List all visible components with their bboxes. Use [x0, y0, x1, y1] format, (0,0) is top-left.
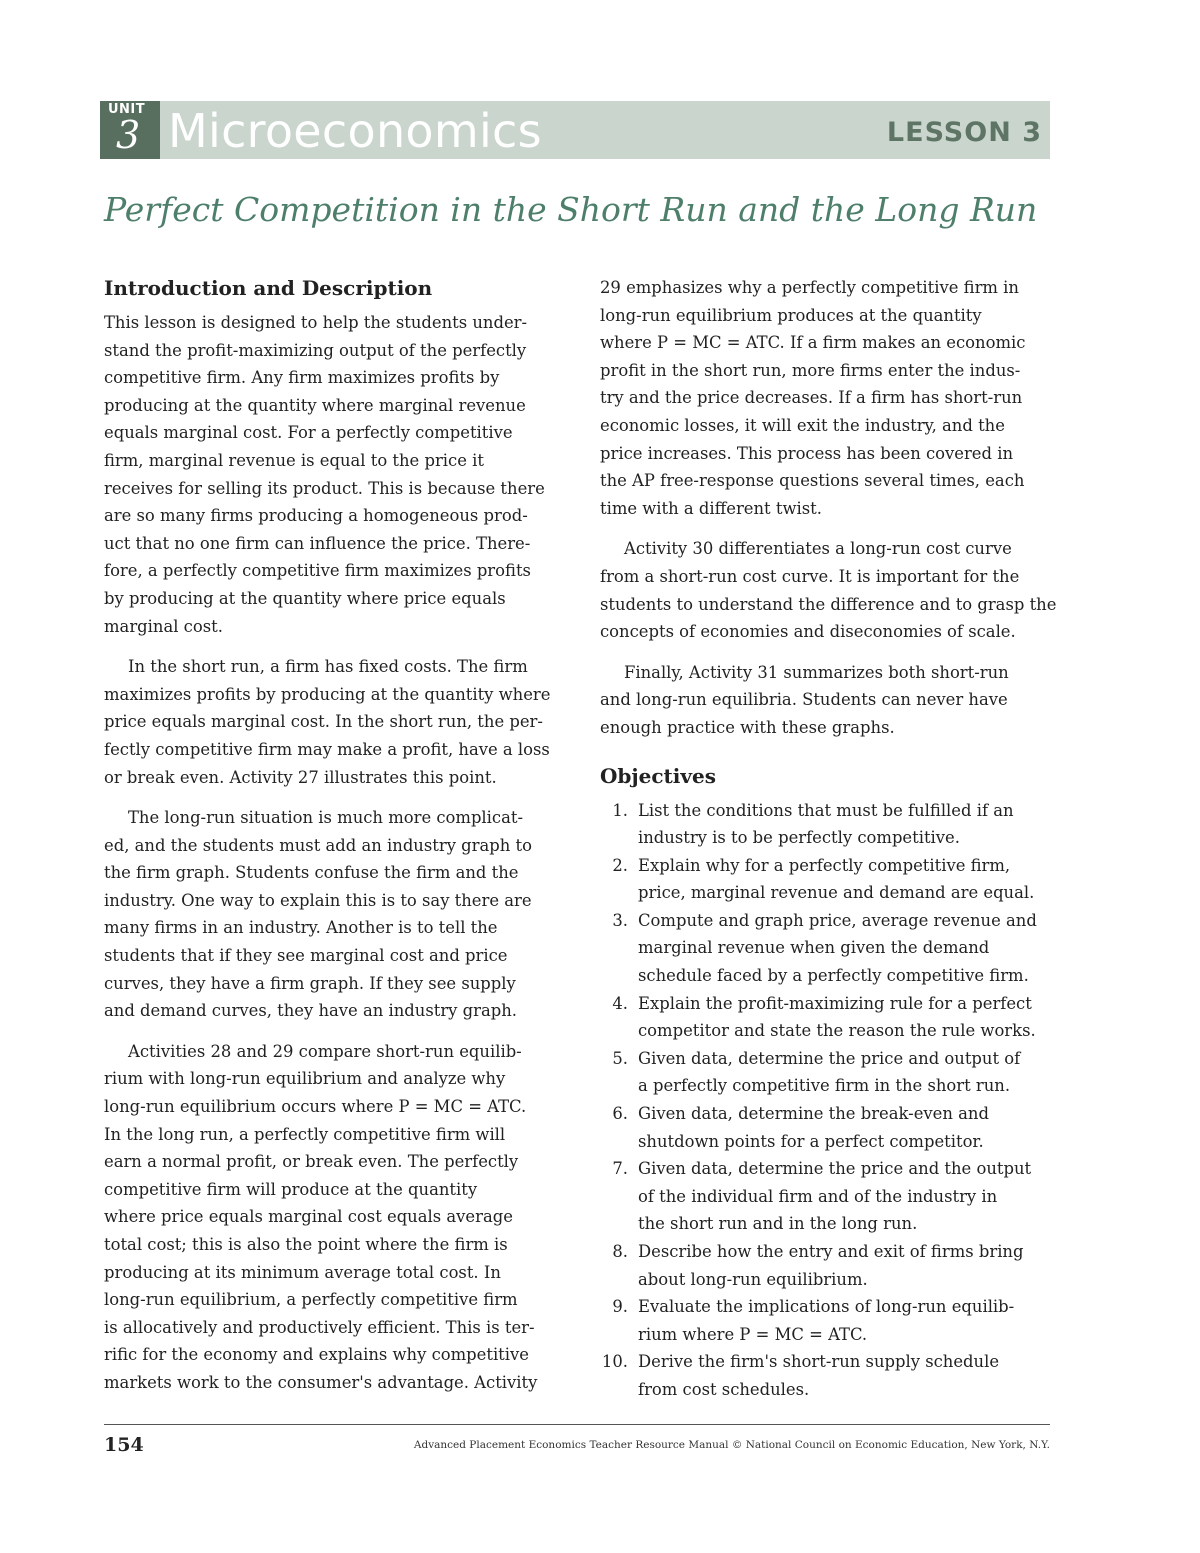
text-line: uct that no one firm can influence the price. There- [104, 533, 531, 553]
text-line: concepts of economies and diseconomies of scale. [600, 622, 1016, 642]
text-line: is allocatively and productively efficient. This is ter- [104, 1317, 535, 1337]
objective-item [600, 1348, 1052, 1403]
objective-item [600, 1045, 1052, 1100]
unit-title: Microeconomics [168, 104, 542, 158]
text-line: markets work to the consumer's advantage. Activity [104, 1372, 538, 1392]
text-line: students that if they see marginal cost and price [104, 946, 508, 966]
text-line: fore, a perfectly competitive firm maximizes profits [104, 561, 531, 581]
objective-text-line: Compute and graph price, average revenue and [638, 910, 1037, 930]
text-line: industry. One way to explain this is to say there are [104, 890, 532, 910]
objectives-heading: Objectives [600, 763, 716, 788]
text-line: fectly competitive firm may make a profit, have a loss [104, 739, 550, 759]
text-line: enough practice with these graphs. [600, 717, 895, 737]
text-line: earn a normal profit, or break even. The perfectly [104, 1152, 519, 1172]
text-line: and demand curves, they have an industry graph. [104, 1001, 518, 1021]
text-line: ed, and the students must add an industry graph to [104, 835, 532, 855]
intro-continued-paragraphs [600, 274, 1057, 742]
text-line: many firms in an industry. Another is to tell the [104, 918, 498, 938]
text-line: rium with long-run equilibrium and analyze why [104, 1069, 506, 1089]
objective-text-line: Given data, determine the price and output of [638, 1048, 1021, 1068]
text-line: Finally, Activity 31 summarizes both short-run [624, 662, 1009, 682]
page-number: 154 [104, 1434, 144, 1456]
objective-text-line: about long-run equilibrium. [638, 1269, 868, 1289]
text-line: stand the profit-maximizing output of the perfectly [104, 340, 527, 360]
left-column [104, 274, 564, 1410]
objective-item [600, 907, 1052, 990]
text-line: producing at the quantity where marginal revenue [104, 395, 526, 415]
objective-number: 9. [612, 1297, 628, 1317]
text-line: or break even. Activity 27 illustrates this point. [104, 767, 497, 787]
text-line: the firm graph. Students confuse the firm and the [104, 863, 519, 883]
text-line: long-run equilibrium produces at the quantity [600, 305, 982, 325]
objective-number: 3. [612, 910, 628, 930]
objective-text-line: of the individual firm and of the industry in [638, 1186, 998, 1206]
text-line: price increases. This process has been covered in [600, 443, 1013, 463]
objective-text-line: Evaluate the implications of long-run equilib- [638, 1297, 1015, 1317]
objective-item [600, 797, 1052, 852]
objective-number: 10. [601, 1352, 628, 1372]
text-line: 29 emphasizes why a perfectly competitive firm in [600, 278, 1019, 297]
paragraph [104, 804, 564, 1025]
text-line: equals marginal cost. For a perfectly competitive [104, 423, 513, 443]
objective-item [600, 1238, 1052, 1293]
text-line: where P = MC = ATC. If a firm makes an economic [600, 333, 1026, 353]
objective-text-line: List the conditions that must be fulfilled if an [638, 800, 1014, 820]
objective-item [600, 1155, 1052, 1238]
objective-number: 8. [612, 1242, 628, 1261]
objective-text-line: Derive the firm's short-run supply schedule [638, 1352, 1000, 1372]
paragraph [600, 535, 1057, 645]
objective-number: 1. [612, 800, 628, 820]
text-line: rific for the economy and explains why competitive [104, 1345, 529, 1365]
paragraph [104, 1038, 564, 1397]
footer-credit: Advanced Placement Economics Teacher Resource Manual © National Council on Economic Education, New York, N.Y. [413, 1439, 1050, 1451]
text-line: and long-run equilibria. Students can never have [600, 690, 1008, 710]
text-line: time with a different twist. [600, 498, 822, 518]
text-line: Activity 30 differentiates a long-run cost curve [624, 539, 1012, 559]
objective-text-line: a perfectly competitive firm in the short run. [638, 1076, 1011, 1096]
objective-text-line: the short run and in the long run. [638, 1214, 918, 1234]
text-line: firm, marginal revenue is equal to the price it [104, 450, 484, 470]
text-line: The long-run situation is much more complicat- [128, 808, 523, 828]
objective-number: 2. [612, 855, 628, 875]
text-line: try and the price decreases. If a firm has short-run [600, 388, 1023, 408]
text-line: producing at its minimum average total cost. In [104, 1262, 501, 1282]
objective-text-line: Describe how the entry and exit of firms bring [638, 1242, 1024, 1261]
objective-number: 7. [612, 1159, 628, 1179]
objective-text-line: Given data, determine the break-even and [638, 1104, 989, 1124]
lesson-title: Perfect Competition in the Short Run and the Long Run [104, 190, 1038, 229]
text-line: where price equals marginal cost equals average [104, 1207, 513, 1227]
text-line: This lesson is designed to help the students under- [104, 313, 528, 332]
lesson-label: LESSON 3 [886, 117, 1042, 148]
unit-label: UNIT [108, 102, 146, 117]
text-line: from a short-run cost curve. It is important for the [600, 566, 1020, 586]
paragraph [104, 653, 564, 791]
text-line: are so many firms producing a homogeneous prod- [104, 506, 528, 526]
text-line: maximizes profits by producing at the quantity where [104, 684, 551, 704]
text-line: competitive firm will produce at the quantity [104, 1179, 478, 1199]
objective-item [600, 1100, 1052, 1155]
objective-text-line: from cost schedules. [638, 1379, 810, 1399]
objectives-list [600, 797, 1052, 1404]
objective-text-line: Explain why for a perfectly competitive firm, [638, 855, 1011, 875]
text-line: curves, they have a firm graph. If they see supply [104, 973, 516, 993]
intro-paragraphs [104, 309, 564, 1397]
text-line: total cost; this is also the point where the firm is [104, 1235, 508, 1254]
right-column [600, 274, 1057, 1404]
text-line: In the short run, a firm has fixed costs. The firm [128, 657, 528, 677]
objective-number: 6. [612, 1104, 628, 1124]
text-line: Activities 28 and 29 compare short-run equilib- [128, 1041, 522, 1061]
text-line: students to understand the difference and to grasp the [600, 594, 1057, 614]
unit-number: 3 [116, 113, 141, 157]
intro-heading: Introduction and Description [104, 276, 433, 300]
footer-divider [104, 1424, 1050, 1425]
text-line: receives for selling its product. This is because there [104, 478, 545, 498]
paragraph [104, 309, 564, 640]
objective-item [600, 990, 1052, 1045]
text-line: competitive firm. Any firm maximizes profits by [104, 368, 500, 388]
paragraph [600, 659, 1052, 742]
text-line: long-run equilibrium occurs where P = MC = ATC. [104, 1097, 527, 1117]
paragraph [600, 274, 1052, 522]
text-line: the AP free-response questions several times, each [600, 471, 1025, 491]
text-line: long-run equilibrium, a perfectly competitive firm [104, 1290, 518, 1310]
objective-text-line: industry is to be perfectly competitive. [638, 828, 960, 848]
objective-text-line: price, marginal revenue and demand are equal. [638, 883, 1035, 903]
text-line: profit in the short run, more firms enter the indus- [600, 360, 1021, 380]
objective-text-line: marginal revenue when given the demand [638, 938, 990, 958]
objective-number: 5. [612, 1048, 628, 1068]
objective-text-line: rium where P = MC = ATC. [638, 1324, 868, 1344]
text-line: marginal cost. [104, 616, 223, 636]
text-line: price equals marginal cost. In the short run, the per- [104, 712, 543, 732]
text-line: economic losses, it will exit the industry, and the [600, 415, 1005, 435]
text-line: by producing at the quantity where price equals [104, 588, 506, 608]
objective-text-line: schedule faced by a perfectly competitive firm. [638, 966, 1029, 986]
objective-item [600, 1293, 1052, 1348]
objective-text-line: Explain the profit-maximizing rule for a perfect [638, 993, 1032, 1013]
text-line: In the long run, a perfectly competitive firm will [104, 1124, 506, 1144]
objective-text-line: Given data, determine the price and the output [638, 1159, 1032, 1179]
objective-number: 4. [612, 993, 628, 1013]
objective-item [600, 852, 1052, 907]
objective-text-line: competitor and state the reason the rule works. [638, 1021, 1036, 1041]
objective-text-line: shutdown points for a perfect competitor. [638, 1131, 984, 1151]
